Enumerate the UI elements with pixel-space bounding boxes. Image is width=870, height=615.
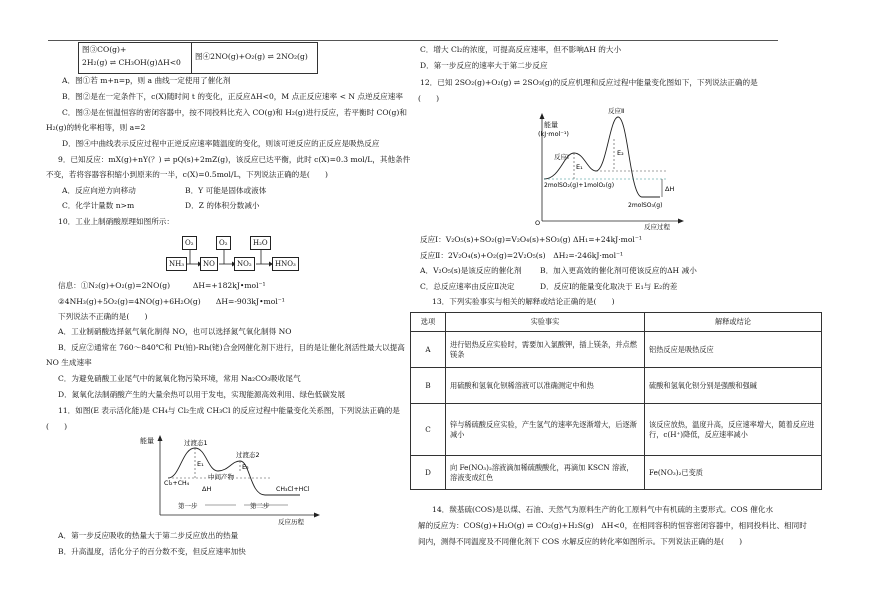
q12-energy-diagram	[530, 103, 690, 231]
table-cell-conclusion: Fe(NO₃)₂已变质	[645, 456, 822, 490]
q11-option-c: C．增大 Cl₂的浓度，可提高反应速率，但不影响ΔH 的大小	[420, 45, 622, 54]
q11-option-b: B．升高温度，活化分子的百分数不变，但反应速率加快	[58, 547, 246, 556]
q11-intermediate: 中间产物	[208, 473, 234, 481]
q12-reaction-1: 反应Ⅰ	[554, 153, 569, 161]
q12-e1: E₁	[576, 163, 583, 171]
q11-ts1: 过渡态1	[184, 439, 208, 447]
table-header-option: 选项	[411, 313, 446, 332]
q11-stem-line2: ( )	[46, 422, 68, 431]
flow-o2-2: O₂	[216, 236, 231, 250]
table-cell-conclusion: 铝热反应是吸热反应	[645, 332, 822, 368]
equation-3-line1: 图③CO(g)+	[82, 45, 127, 54]
q12-origin: O	[535, 219, 541, 227]
table-row	[411, 368, 822, 404]
q10-ask: 下列说法不正确的是( )	[58, 312, 148, 321]
table-row	[411, 456, 822, 490]
flow-hno3: HNO₃	[272, 257, 299, 271]
q11-option-a: A．第一步反应吸收的热量大于第二步反应放出的热量	[58, 531, 239, 540]
flow-no: NO	[200, 257, 218, 271]
q12-ylabel-1: 能量	[544, 121, 558, 129]
equation-cell-4: 图④2NO(g)+O₂(g) ⇌ 2NO₂(g)	[195, 52, 308, 61]
table-header-fact: 实验事实	[446, 313, 645, 332]
q12-reactant: 2molSO₂(g)+1molO₂(g)	[544, 182, 615, 189]
q8-option-d: D．图④中曲线表示反应过程中正逆反应速率随温度的变化，则该可逆反应的正反应是吸热反应	[62, 139, 380, 148]
header-rule	[48, 40, 778, 41]
q10-option-b-line2: NO 生成速率	[46, 358, 92, 367]
q11-ylabel: 能量	[140, 437, 154, 445]
flow-o2-1: O₂	[182, 236, 197, 250]
q10-option-b-line1: B．反应②通常在 760～840℃和 Pt(铂)-Rh(铑)合金网催化剂下进行，目的是让催化剂活性最大以提高	[58, 343, 405, 352]
q12-option-a: A．V₂O₅(s)是该反应的催化剂	[420, 266, 522, 275]
table-cell-option: A	[411, 332, 446, 368]
q11-e2: E₂	[242, 463, 249, 471]
q8-option-b: B．图②是在一定条件下，c(X)随时间 t 的变化，正反应ΔH<0，M 点正反应速率 < N 点逆反应速率	[62, 92, 403, 101]
q12-xlabel: 反应过程	[644, 223, 670, 231]
equation-3-line2: 2H₂(g) ⇌ CH₃OH(g)ΔH<0	[82, 58, 181, 67]
q11-dh: ΔH	[202, 485, 212, 493]
q14-stem-line3: 间内，测得不同温度及不同催化剂下 COS 水解反应的转化率如图所示。下列说法正确的是( )	[418, 537, 743, 546]
table-cell-fact: 锌与稀硫酸反应实验，产生氢气的速率先逐渐增大，后逐渐减小	[446, 404, 645, 456]
q12-reaction-ii: 反应Ⅱ：2V₂O₄(s)+O₂(g)=2V₂O₅(s) ΔH₂=-246kJ·mol⁻¹	[420, 251, 624, 260]
q10-info-2: ②4NH₃(g)+5O₂(g)=4NO(g)+6H₂O(g) ΔH=-903kJ•mol⁻¹	[58, 297, 285, 306]
q12-product: 2molSO₃(g)	[628, 202, 663, 209]
q10-info-1: 信息：①N₂(g)+O₂(g)=2NO(g) ΔH=+182kJ•mol⁻¹	[58, 281, 266, 290]
table-cell-fact: 向 Fe(NO₃)₂溶液滴加稀硫酸酸化，再滴加 KSCN 溶液，溶液变成红色	[446, 456, 645, 490]
q9-stem-line1: 9．已知反应：mX(g)+nY(？) ⇌ pQ(s)+2mZ(g)，该反应已达平衡，此时 c(X)=0.3 mol/L，其他条件	[58, 155, 411, 164]
q11-e1: E₁	[197, 460, 204, 468]
table-cell-option: B	[411, 368, 446, 404]
q8-option-a: A．图①若 m+n=p，则 a 曲线一定使用了催化剂	[62, 76, 231, 85]
flow-no2: NO₂	[234, 257, 255, 271]
q11-energy-diagram	[140, 433, 325, 525]
q12-ylabel-2: (kJ·mol⁻¹)	[538, 130, 569, 138]
q12-option-b: B．加入更高效的催化剂可使该反应的ΔH 减小	[540, 266, 697, 275]
q10-option-d: D．氮氧化法制硝酸产生的大量余热可以用于发电，实现能源高效利用、绿色低碳发展	[58, 390, 346, 399]
q12-dh: ΔH	[665, 185, 675, 193]
q10-stem: 10．工业上制硝酸原理如图所示：	[58, 217, 174, 226]
q14-stem-line2: 解的反应为：COS(g)+H₂O(g) ⇌ CO₂(g)+H₂S(g) ΔH<0，在相同容积的恒容密闭容器中，相同投料比、相同时	[418, 521, 807, 530]
q10-option-c: C．为避免硝酸工业尾气中的氮氧化物污染环境，常用 Na₂CO₃吸收尾气	[58, 374, 301, 383]
q11-stem-line1: 11．如图(E 表示活化能)是 CH₄与 Cl₂生成 CH₃Cl 的反应过程中能量变化关系图，下列说法正确的是	[58, 406, 400, 415]
q9-option-c: C．化学计量数 n>m	[62, 201, 135, 210]
q13-table	[410, 312, 822, 490]
q10-option-a: A．工业制硝酸选择氨气氧化制得 NO，也可以选择氮气氧化制得 NO	[58, 327, 292, 336]
q12-stem-line1: 12．已知 2SO₂(g)+O₂(g) ⇌ 2SO₃(g)的反应机理和反应过程中能量变化图如下，下列说法正确的是	[420, 78, 758, 87]
q11-reactant: Cl₂+CH₄	[164, 480, 190, 487]
equation-box	[78, 42, 318, 74]
table-cell-option: C	[411, 404, 446, 456]
q12-option-c: C．总反应速率由反应Ⅱ决定	[420, 282, 515, 291]
q9-option-a: A．反应向逆方向移动	[62, 186, 136, 195]
table-header-row	[411, 313, 822, 332]
q11-option-d: D．第一步反应的速率大于第二步反应	[420, 61, 548, 70]
q12-option-d: D．反应Ⅰ的能量变化取决于 E₁与 E₂的差	[540, 282, 678, 291]
table-cell-fact: 用硫酸和氢氧化钡稀溶液可以准确测定中和热	[446, 368, 645, 404]
q12-e2: E₂	[617, 149, 624, 157]
q8-option-c-line2: H₂(g)的转化率相等，则 a=2	[46, 123, 146, 132]
q11-ts2: 过渡态2	[236, 451, 260, 459]
q9-option-b: B．Y 可能是固体或液体	[185, 186, 267, 195]
table-header-conclusion: 解释或结论	[645, 313, 822, 332]
equation-cell-3	[79, 43, 192, 73]
table-row	[411, 332, 822, 368]
table-cell-conclusion: 该反应放热，温度升高，反应速率增大，随着反应进行，c(H⁺)降低，反应速率减小	[645, 404, 822, 456]
q14-stem-line1: 14．羰基硫(COS)是以煤、石油、天然气为原料生产的化工原料气中有机硫的主要形式。COS 催化水	[432, 505, 774, 514]
q12-reaction-i: 反应Ⅰ：V₂O₅(s)+SO₂(g)=V₂O₄(s)+SO₃(g) ΔH₁=+24kJ·mol⁻¹	[420, 235, 642, 244]
q8-option-c-line1: C．图③是在恒温恒容的密闭容器中，按不同投料比充入 CO(g)和 H₂(g)进行反应，若平衡时 CO(g)和	[62, 108, 407, 117]
q12-reaction-2: 反应Ⅱ	[608, 107, 625, 115]
flow-h2o: H₂O	[250, 236, 271, 250]
q11-step1: 第一步	[178, 502, 198, 510]
table-row	[411, 404, 822, 456]
q9-option-d: D．Z 的体积分数减小	[185, 201, 260, 210]
table-cell-option: D	[411, 456, 446, 490]
table-cell-conclusion: 硫酸和氢氧化钡分别是强酸和强碱	[645, 368, 822, 404]
q9-stem-line2: 不变，若将容器容积缩小到原来的一半，c(X)=0.5mol/L，下列说法正确的是( )	[46, 170, 328, 179]
q11-product: CH₃Cl+HCl	[276, 486, 310, 493]
q13-stem: 13．下列实验事实与相关的解释或结论正确的是( )	[432, 297, 615, 306]
flow-nh3: NH₃	[166, 257, 187, 271]
q12-stem-line2: ( )	[418, 94, 440, 103]
table-cell-fact: 进行铝热反应实验时，需要加入氯酸钾，插上镁条，并点燃镁条	[446, 332, 645, 368]
q11-xlabel: 反应历程	[278, 518, 304, 525]
q11-step2: 第二步	[250, 502, 270, 510]
